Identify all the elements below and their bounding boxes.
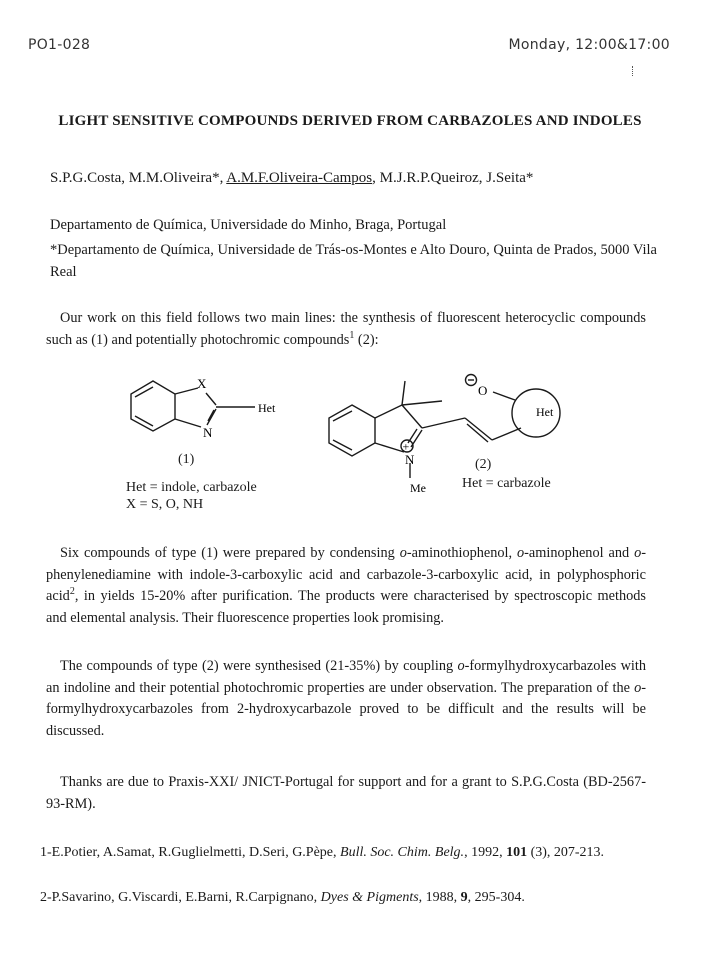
author-list xyxy=(50,170,533,187)
reaction-scheme xyxy=(0,360,704,530)
het-ring-label: Het xyxy=(536,405,554,419)
atom-n-label-1: N xyxy=(203,425,213,440)
ref1-authors: 1-E.Potier, A.Samat, R.Guglielmetti, D.Seri, G.Pèpe, xyxy=(40,845,341,860)
positive-charge: + xyxy=(402,439,410,454)
abstract-code: PO1-028 xyxy=(28,37,91,53)
ref2-year: , 1988, xyxy=(418,890,461,905)
p1-text-e: , in yields 15-20% after purification. The products were characterised by spectroscopic methods and elemental analysis. Their fluorescence properties look promising. xyxy=(46,588,646,626)
ref1-year: , 1992, xyxy=(464,845,507,860)
p1-ortho-3: o xyxy=(634,545,642,561)
intro-text: Our work on this field follows two main lines: the synthesis of fluorescent heterocyclic compounds such as (1) and potentially photochromic compounds xyxy=(46,310,646,348)
session-time: Monday, 12:00&17:00 xyxy=(508,37,670,53)
compound-1-het-definition: Het = indole, carbazole xyxy=(126,480,257,495)
p2-ortho-2: o xyxy=(634,679,642,696)
reference-2 xyxy=(40,887,650,909)
paper-title: LIGHT SENSITIVE COMPOUNDS DERIVED FROM CARBAZOLES AND INDOLES xyxy=(58,113,642,129)
p2-text-a: The compounds of type (2) were synthesised (21-35%) by coupling xyxy=(60,658,458,674)
ref2-journal: Dyes & Pigments xyxy=(320,890,419,905)
p1-ortho-2: o xyxy=(517,545,525,561)
p2-text-c: -formylhydroxycarbazoles from 2-hydroxycarbazole proved to be difficult and the results will be discussed. xyxy=(46,679,646,739)
reference-1 xyxy=(40,842,650,864)
ref2-authors: 2-P.Savarino, G.Viscardi, E.Barni, R.Carpignano, xyxy=(40,890,321,905)
compound-1-x-definition: X = S, O, NH xyxy=(126,497,204,512)
acknowledgements: Thanks are due to Praxis-XXI/ JNICT-Portugal for support and for a grant to S.P.G.Costa (BD-2567-93-RM). xyxy=(46,774,646,812)
affiliation-1: Departamento de Química, Universidade do Minho, Braga, Portugal xyxy=(50,217,447,233)
oxygen-label: O xyxy=(478,383,488,398)
affiliation-2: *Departamento de Química, Universidade de Trás-os-Montes e Alto Douro, Quinta de Prados, 5000 Vila Real xyxy=(50,242,657,280)
compound-1-structure xyxy=(131,381,255,431)
p1-text-b: -aminothiophenol, xyxy=(406,545,518,561)
intro-tail: (2): xyxy=(354,331,379,348)
p2-text-b: -formylhydroxycarbazoles with an indoline and their potential photochromic properties are under observation. The preparation of the xyxy=(46,658,647,696)
ref1-pages: (3), 207-213. xyxy=(527,845,605,860)
p1-citation: 2 xyxy=(69,586,75,598)
p1-text-c: -aminophenol and xyxy=(524,545,635,561)
methyl-label: Me xyxy=(410,481,426,495)
compound-2-structure xyxy=(329,375,560,479)
ref2-pages: , 295-304. xyxy=(467,890,525,905)
ref2-volume: 9 xyxy=(460,890,468,905)
margin-mark xyxy=(632,66,634,76)
het-substituent-label: Het xyxy=(258,401,276,415)
authors-first: S.P.G.Costa, M.M.Oliveira*, xyxy=(50,170,227,186)
authors-rest: , M.J.R.P.Queiroz, J.Seita* xyxy=(372,170,534,186)
p1-text-d: -phenylenediamine with indole-3-carboxylic acid and carbazole-3-carboxylic acid, in polyphosphoric acid xyxy=(46,545,646,604)
body-paragraph-2 xyxy=(46,656,646,742)
compound-2-number: (2) xyxy=(475,457,492,472)
compound-1-number: (1) xyxy=(178,452,195,467)
compound-2-het-definition: Het = carbazole xyxy=(462,476,551,491)
presenting-author: A.M.F.Oliveira-Campos xyxy=(226,170,373,186)
ref1-journal: Bull. Soc. Chim. Belg. xyxy=(340,845,465,860)
p1-text-a: Six compounds of type (1) were prepared by condensing xyxy=(60,545,400,561)
atom-x-label: X xyxy=(197,376,207,391)
p1-ortho-1: o xyxy=(399,545,407,561)
intro-citation: 1 xyxy=(349,329,355,341)
ref1-volume: 101 xyxy=(506,845,528,860)
body-paragraph-1 xyxy=(46,543,646,629)
intro-paragraph xyxy=(46,308,646,351)
atom-n-label-2: N xyxy=(405,452,415,467)
p2-ortho-1: o xyxy=(457,658,465,674)
